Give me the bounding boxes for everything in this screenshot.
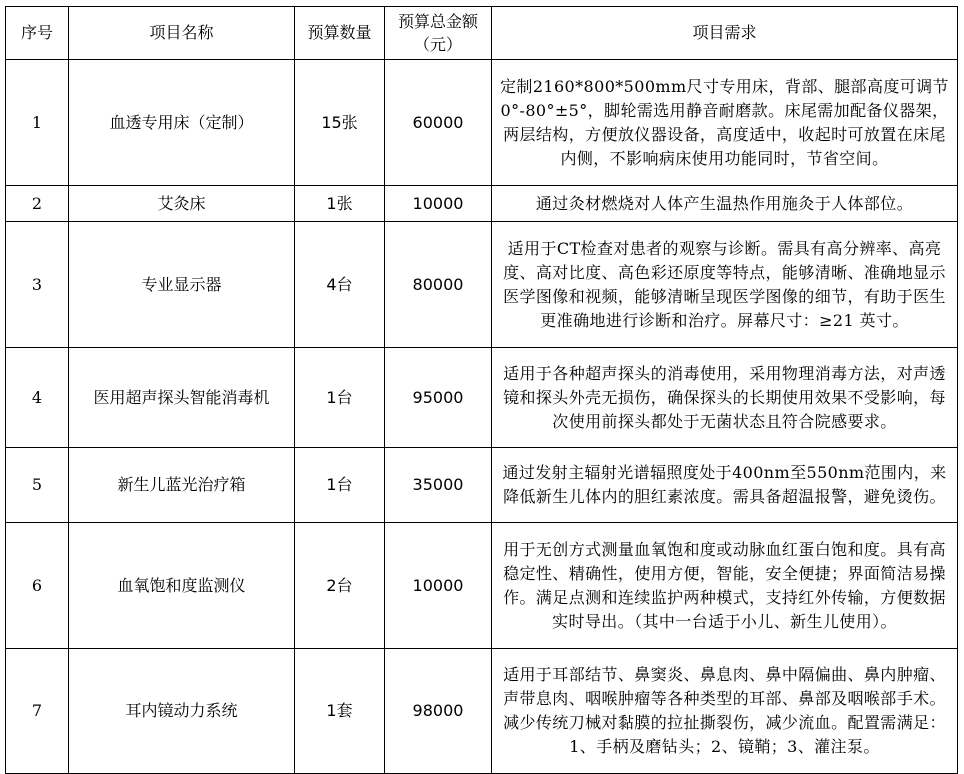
row-name: 血透专用床（定制） [69, 60, 295, 186]
row-quantity: 2台 [295, 523, 385, 649]
row-amount: 10000 [385, 523, 492, 649]
row-name: 医用超声探头智能消毒机 [69, 348, 295, 448]
header-requirements: 项目需求 [492, 7, 958, 60]
header-name: 项目名称 [69, 7, 295, 60]
row-index: 4 [6, 348, 69, 448]
row-index: 1 [6, 60, 69, 186]
row-amount: 60000 [385, 60, 492, 186]
row-name: 耳内镜动力系统 [69, 649, 295, 774]
row-requirements: 适用于耳部结节、鼻窦炎、鼻息肉、鼻中隔偏曲、鼻内肿瘤、声带息肉、咽喉肿瘤等各种类型的耳部、鼻部及咽喉部手术。减少传统刀械对黏膜的拉扯撕裂伤，减少流血。配置需满足：1、手柄及磨钻头；2、镜鞘；3、灌注泵。 [492, 649, 958, 774]
table-row [6, 60, 958, 186]
row-requirements: 通过发射主辐射光谱辐照度处于400nm至550nm范围内，来降低新生儿体内的胆红素浓度。需具备超温报警，避免烫伤。 [492, 448, 958, 523]
table-row [6, 523, 958, 649]
row-name: 新生儿蓝光治疗箱 [69, 448, 295, 523]
row-quantity: 1台 [295, 448, 385, 523]
row-name: 血氧饱和度监测仪 [69, 523, 295, 649]
header-amount-label: 预算总金额（元） [397, 12, 478, 54]
table-row [6, 448, 958, 523]
header-index: 序号 [6, 7, 69, 60]
header-quantity: 预算数量 [295, 7, 385, 60]
table-row [6, 348, 958, 448]
row-name: 专业显示器 [69, 222, 295, 348]
row-requirements: 通过灸材燃烧对人体产生温热作用施灸于人体部位。 [492, 186, 958, 222]
table-row [6, 649, 958, 774]
header-amount [385, 7, 492, 60]
row-requirements: 适用于CT检查对患者的观察与诊断。需具有高分辨率、高亮度、高对比度、高色彩还原度等特点，能够清晰、准确地显示医学图像和视频，能够清晰呈现医学图像的细节，有助于医生更准确地进行诊断和治疗。屏幕尺寸：≥21 英寸。 [492, 222, 958, 348]
row-requirements: 定制2160*800*500mm尺寸专用床，背部、腿部高度可调节0°-80°±5°，脚轮需选用静音耐磨款。床尾需加配备仪器架，两层结构，方便放仪器设备，高度适中，收起时可放置在床尾内侧，不影响病床使用功能同时，节省空间。 [492, 60, 958, 186]
row-amount: 95000 [385, 348, 492, 448]
header-row [6, 7, 958, 60]
row-quantity: 15张 [295, 60, 385, 186]
row-index: 2 [6, 186, 69, 222]
table-row [6, 222, 958, 348]
row-index: 3 [6, 222, 69, 348]
row-requirements: 适用于各种超声探头的消毒使用，采用物理消毒方法，对声透镜和探头外壳无损伤，确保探头的长期使用效果不受影响，每次使用前探头都处于无菌状态且符合院感要求。 [492, 348, 958, 448]
row-amount: 98000 [385, 649, 492, 774]
row-requirements: 用于无创方式测量血氧饱和度或动脉血红蛋白饱和度。具有高稳定性、精确性，使用方便，智能，安全便捷；界面简洁易操作。满足点测和连续监护两种模式，支持红外传输，方便数据实时导出。（其中一台适于小儿、新生儿使用）。 [492, 523, 958, 649]
row-quantity: 1套 [295, 649, 385, 774]
row-quantity: 1台 [295, 348, 385, 448]
row-quantity: 1张 [295, 186, 385, 222]
row-index: 5 [6, 448, 69, 523]
row-quantity: 4台 [295, 222, 385, 348]
row-index: 6 [6, 523, 69, 649]
row-index: 7 [6, 649, 69, 774]
row-amount: 80000 [385, 222, 492, 348]
row-amount: 35000 [385, 448, 492, 523]
table-row [6, 186, 958, 222]
procurement-table [5, 6, 958, 774]
row-name: 艾灸床 [69, 186, 295, 222]
row-amount: 10000 [385, 186, 492, 222]
